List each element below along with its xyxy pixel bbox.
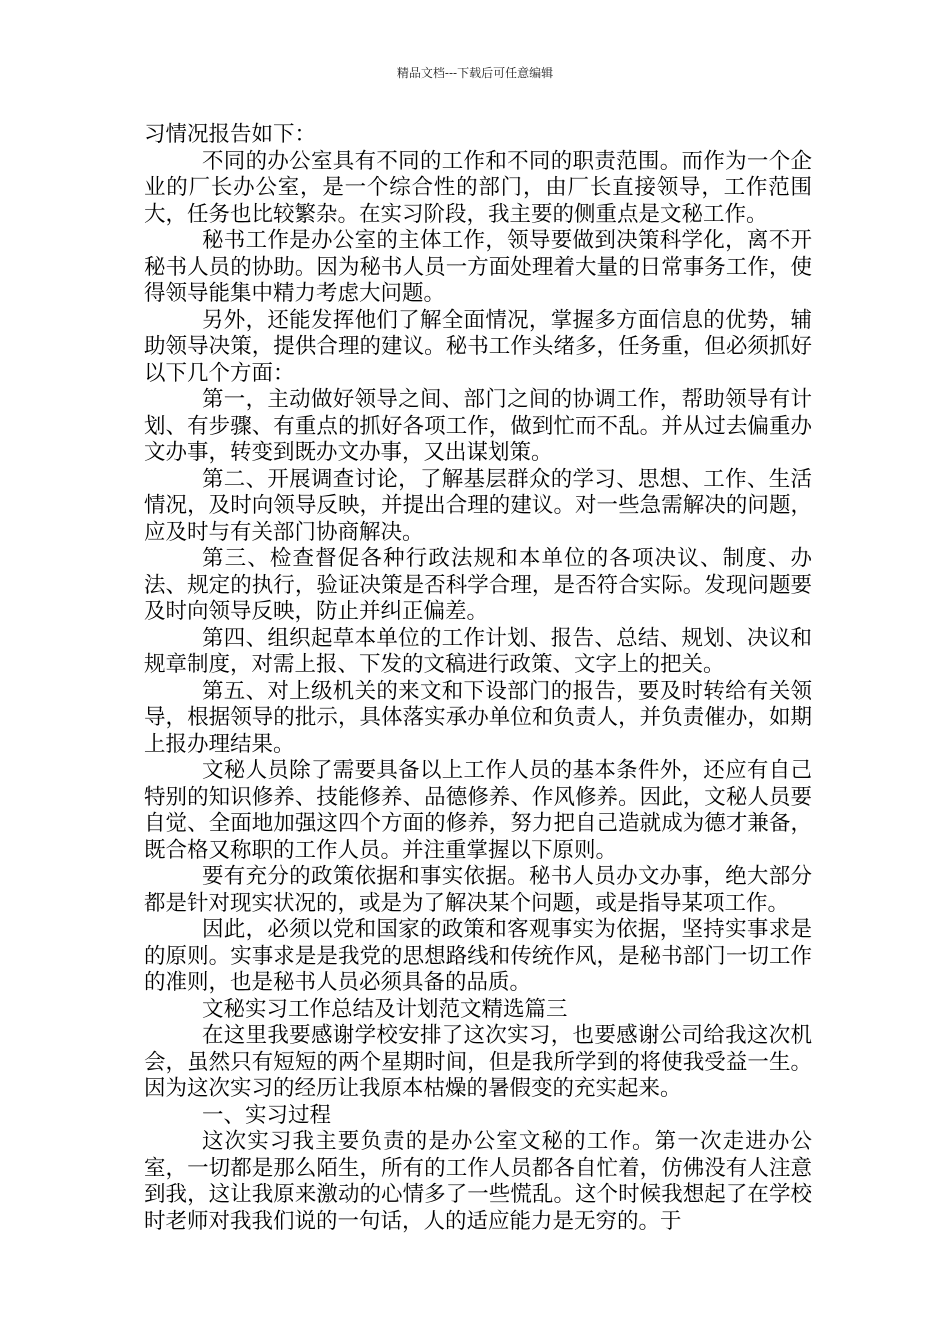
page-header: 精品文档---下载后可任意编辑 <box>396 66 554 80</box>
paragraph: 另外，还能发挥他们了解全面情况，掌握多方面信息的优势，辅助领导决策，提供合理的建议。秘书工作头绪多，任务重，但必须抓好以下几个方面： <box>144 307 812 386</box>
paragraph: 第五、对上级机关的来文和下设部门的报告，要及时转给有关领导，根据领导的批示，具体落实承办单位和负责人，并负责催办，如期上报办理结果。 <box>144 678 812 757</box>
paragraph: 在这里我要感谢学校安排了这次实习，也要感谢公司给我这次机会，虽然只有短短的两个星期时间，但是我所学到的将使我受益一生。因为这次实习的经历让我原本枯燥的暑假变的充实起来。 <box>144 1023 812 1101</box>
paragraph: 文秘人员除了需要具备以上工作人员的基本条件外，还应有自己特别的知识修养、技能修养、品德修养、作风修养。因此，文秘人员要自觉、全面地加强这四个方面的修养，努力把自己造就成为德才兼备，既合格又称职的工作人员。并注重掌握以下原则。 <box>144 758 812 863</box>
paragraph: 第一，主动做好领导之间、部门之间的协调工作，帮助领导有计划、有步骤、有重点的抓好各项工作，做到忙而不乱。并从过去偏重办文办事，转变到既办文办事，又出谋划策。 <box>144 387 812 465</box>
section-title: 文秘实习工作总结及计划范文精选篇三 <box>202 996 568 1022</box>
document-body <box>144 122 812 1235</box>
paragraph: 第二、开展调查讨论，了解基层群众的学习、思想、工作、生活情况，及时向领导反映，并提出合理的建议。对一些急需解决的问题，应及时与有关部门协商解决。 <box>144 466 812 545</box>
paragraph: 要有充分的政策依据和事实依据。秘书人员办文办事，绝大部分都是针对现实状况的，或是为了解决某个问题，或是指导某项工作。 <box>144 864 812 916</box>
paragraph: 不同的办公室具有不同的工作和不同的职责范围。而作为一个企业的厂长办公室，是一个综合性的部门，由厂长直接领导，工作范围大，任务也比较繁杂。在实习阶段，我主要的侧重点是文秘工作。 <box>144 148 812 227</box>
paragraph: 这次实习我主要负责的是办公室文秘的工作。第一次走进办公室，一切都是那么陌生，所有的工作人员都各自忙着，仿佛没有人注意到我，这让我原来激动的心情多了一些慌乱。这个时候我想起了在学校时老师对我我们说的一句话，人的适应能力是无穷的。于 <box>144 1129 812 1234</box>
paragraph: 第三、检查督促各种行政法规和本单位的各项决议、制度、办法、规定的执行，验证决策是否科学合理，是否符合实际。发现问题要及时向领导反映，防止并纠正偏差。 <box>144 546 812 624</box>
paragraph: 秘书工作是办公室的主体工作，领导要做到决策科学化，离不开秘书人员的协助。因为秘书人员一方面处理着大量的日常事务工作，使得领导能集中精力考虑大问题。 <box>144 228 812 306</box>
paragraph: 习情况报告如下： <box>144 122 317 147</box>
section-heading: 一、实习过程 <box>202 1102 332 1128</box>
paragraph: 第四、组织起草本单位的工作计划、报告、总结、规划、决议和规章制度，对需上报、下发的文稿进行政策、文字上的把关。 <box>144 625 812 677</box>
paragraph: 因此，必须以党和国家的政策和客观事实为依据，坚持实事求是的原则。实事求是是我党的思想路线和传统作风，是秘书部门一切工作的准则，也是秘书人员必须具备的品质。 <box>144 917 812 995</box>
